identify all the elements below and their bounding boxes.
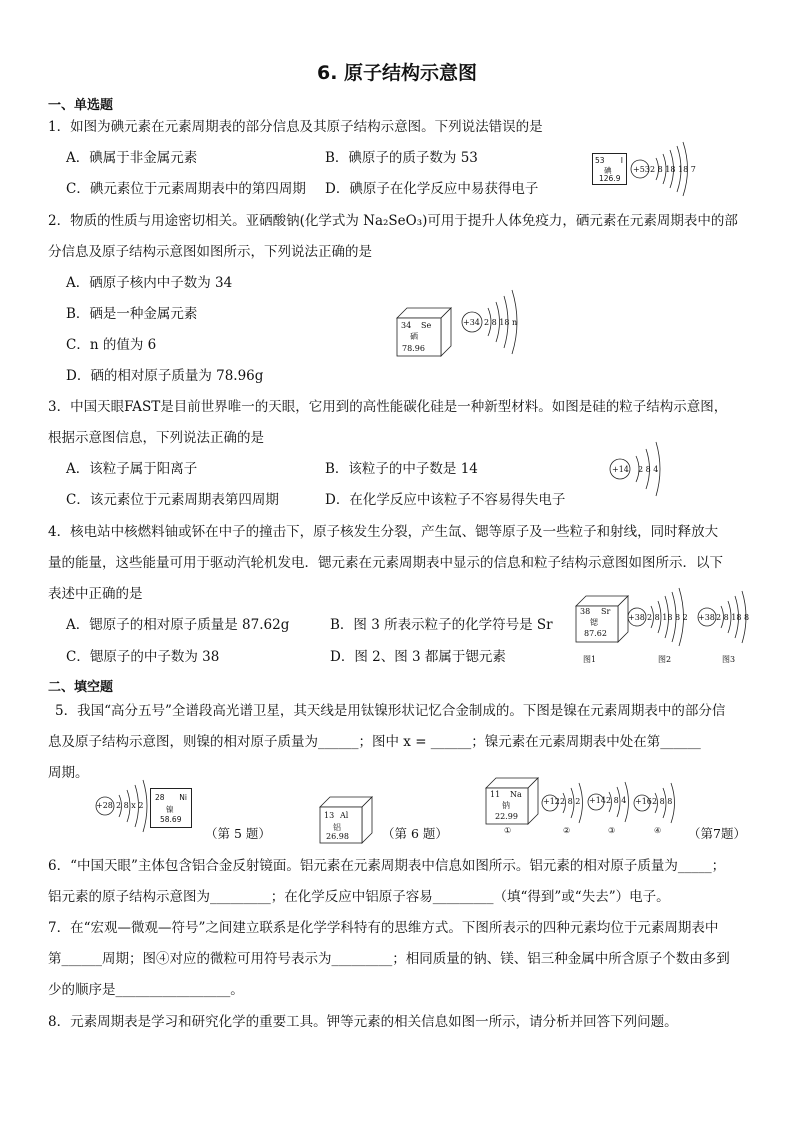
q1-option-a: A．碘属于非金属元素 xyxy=(66,150,198,166)
q3-option-d: D．在化学反应中该粒子不容易得失电子 xyxy=(325,492,566,508)
q4-option-a: A．锶原子的相对原子质量是 87.62g xyxy=(66,617,290,633)
q7-label-3: ③ xyxy=(608,826,616,835)
q6-stem-line1: 6．“中国天眼”主体包含铝合金反射镜面。铝元素在元素周期表中信息如图所示。铝元素的相对原子质量为_____； xyxy=(48,858,726,874)
q1-element-name: 碘 xyxy=(604,166,612,175)
q2-option-b: B．硒是一种金属元素 xyxy=(66,306,198,322)
q2-atomic-number: 34 xyxy=(401,321,412,330)
q1-element-symbol: I xyxy=(620,156,623,165)
q3-option-b: B．该粒子的中子数是 14 xyxy=(325,461,478,477)
q1-shell-electrons: 2 8 18 18 7 xyxy=(650,165,696,174)
q5-stem-line1: 5．我国“高分五号”全谱段高光谱卫星，其天线是用钛镍形状记忆合金制成的。下图是镍在元素周期表中的部分信 xyxy=(55,703,726,719)
q6-figure-caption: （第 6 题） xyxy=(382,826,448,841)
q8-stem: 8．元素周期表是学习和研究化学的重要工具。钾等元素的相关信息如图一所示，请分析并回答下列问题。 xyxy=(48,1014,678,1030)
q7-label-2: ② xyxy=(563,826,571,835)
q5-nucleus-charge: +28 xyxy=(96,801,113,810)
q7-fig3-nucleus-charge: +14 xyxy=(589,796,606,805)
q6-element-name: 铝 xyxy=(333,823,341,832)
q7-element-name: 钠 xyxy=(502,801,510,810)
q3-stem-line2: 根据示意图信息，下列说法正确的是 xyxy=(48,430,264,446)
q7-fig4-shell-electrons: 2 8 8 xyxy=(652,797,673,806)
q5-atomic-number: 28 xyxy=(155,793,165,802)
section-heading-single-choice: 一、单选题 xyxy=(48,98,114,113)
q6-atomic-number: 13 xyxy=(324,811,335,820)
q4-stem-line1: 4．核电站中核燃料铀或钚在中子的撞击下，原子核发生分裂，产生氙、锶等原子及一些粒子和射线，同时释放大 xyxy=(48,524,719,540)
q4-atomic-number: 38 xyxy=(580,607,591,616)
q1-option-d: D．碘原子在化学反应中易获得电子 xyxy=(325,181,539,197)
q6-element-symbol: Al xyxy=(340,811,349,820)
q7-label-1: ① xyxy=(504,826,512,835)
q1-nucleus-charge: +53 xyxy=(633,165,650,174)
q6-atomic-mass: 26.98 xyxy=(326,832,349,841)
q7-fig2-shell-electrons: 2 8 2 xyxy=(560,797,581,806)
q7-element-symbol: Na xyxy=(510,790,522,799)
page-title: 6. 原子结构示意图 xyxy=(316,62,478,84)
q1-option-c: C．碘元素位于元素周期表中的第四周期 xyxy=(66,181,306,197)
q2-atomic-mass: 78.96 xyxy=(402,344,425,353)
q1-periodic-cell xyxy=(592,153,627,185)
q3-option-c: C．该元素位于元素周期表第四周期 xyxy=(66,492,279,508)
q5-shell-electrons: 2 8 x 2 xyxy=(116,801,144,810)
q2-option-c: C．n 的值为 6 xyxy=(66,337,157,353)
q4-element-symbol: Sr xyxy=(601,607,611,616)
q1-stem: 1．如图为碘元素在元素周期表的部分信息及其原子结构示意图。下列说法错误的是 xyxy=(48,119,543,135)
q4-fig2-label: 图2 xyxy=(658,655,672,664)
q5-stem-line2: 息及原子结构示意图，则镍的相对原子质量为______；图中 x = ______；镍元素在元素周期表中处在第______ xyxy=(48,734,701,750)
q2-stem-line1: 2．物质的性质与用途密切相关。亚硒酸钠(化学式为 Na₂SeO₃)可用于提升人体免疫力，硒元素在元素周期表中的部 xyxy=(48,213,738,229)
q2-option-d: D．硒的相对原子质量为 78.96g xyxy=(66,368,264,384)
q7-atomic-mass: 22.99 xyxy=(495,812,518,821)
q4-stem-line3: 表述中正确的是 xyxy=(48,586,143,602)
q1-atomic-number: 53 xyxy=(595,156,605,165)
q7-stem-line2: 第______周期；图④对应的微粒可用符号表示为_________；相同质量的钠、镁、铝三种金属中所含原子个数由多到 xyxy=(48,951,730,967)
q4-fig3-nucleus-charge: +38 xyxy=(698,613,715,622)
section-heading-fill-in: 二、填空题 xyxy=(48,680,114,695)
q2-stem-line2: 分信息及原子结构示意图如图所示，下列说法正确的是 xyxy=(48,244,372,260)
q7-fig2-nucleus-charge: +12 xyxy=(543,797,560,806)
q7-label-4: ④ xyxy=(654,826,662,835)
q4-option-d: D．图 2、图 3 都属于锶元素 xyxy=(330,649,506,665)
q4-element-name: 锶 xyxy=(590,618,598,627)
q7-fig3-shell-electrons: 2 8 4 xyxy=(606,796,627,805)
q4-option-b: B．图 3 所表示粒子的化学符号是 Sr xyxy=(330,617,553,633)
q7-stem-line3: 少的顺序是_________________。 xyxy=(48,982,244,998)
q2-element-symbol: Se xyxy=(421,321,432,330)
q2-nucleus-charge: +34 xyxy=(463,318,480,327)
q2-option-a: A．硒原子核内中子数为 34 xyxy=(66,275,233,291)
q4-stem-line2: 量的能量，这些能量可用于驱动汽轮机发电．锶元素在元素周期表中显示的信息和粒子结构示意图如图所示．以下 xyxy=(48,555,723,571)
q3-option-a: A．该粒子属于阳离子 xyxy=(66,461,198,477)
q4-atomic-mass: 87.62 xyxy=(584,629,607,638)
q7-figure-caption: （第7题） xyxy=(688,826,746,841)
q5-element-name: 镍 xyxy=(166,805,174,814)
q4-fig2-shell-electrons: 2 8 18 8 2 xyxy=(647,613,688,622)
q7-atomic-number: 11 xyxy=(490,790,501,799)
q4-fig2-nucleus-charge: +38 xyxy=(628,613,645,622)
q5-figure-caption: （第 5 题） xyxy=(205,826,271,841)
q3-stem-line1: 3．中国天眼FAST是目前世界唯一的天眼，它用到的高性能碳化硅是一种新型材料。如图是硅的粒子结构示意图， xyxy=(48,399,728,415)
q2-shell-electrons: 2 8 18 n xyxy=(484,318,518,327)
q5-periodic-cell xyxy=(150,788,192,828)
q5-element-symbol: Ni xyxy=(179,793,187,802)
q7-fig4-nucleus-charge: +16 xyxy=(635,797,652,806)
q4-fig3-label: 图3 xyxy=(722,655,736,664)
q3-nucleus-charge: +14 xyxy=(612,465,629,474)
q2-element-name: 硒 xyxy=(410,332,418,341)
q7-stem-line1: 7．在“宏观—微观—符号”之间建立联系是化学学科特有的思维方式。下图所表示的四种元素均位于元素周期表中 xyxy=(48,920,719,936)
q5-stem-line3: 周期。 xyxy=(48,765,89,781)
q1-option-b: B．碘原子的质子数为 53 xyxy=(325,150,478,166)
q5-atomic-mass: 58.69 xyxy=(160,815,182,824)
q1-atomic-mass: 126.9 xyxy=(599,174,621,183)
q4-fig3-shell-electrons: 2 8 18 8 xyxy=(716,613,750,622)
q6-stem-line2: 铝元素的原子结构示意图为_________；在化学反应中铝原子容易_________（填“得到”或“失去”）电子。 xyxy=(48,889,670,905)
q4-fig1-label: 图1 xyxy=(583,655,597,664)
q3-shell-electrons: 2 8 4 xyxy=(638,465,659,474)
q4-option-c: C．锶原子的中子数为 38 xyxy=(66,649,220,665)
